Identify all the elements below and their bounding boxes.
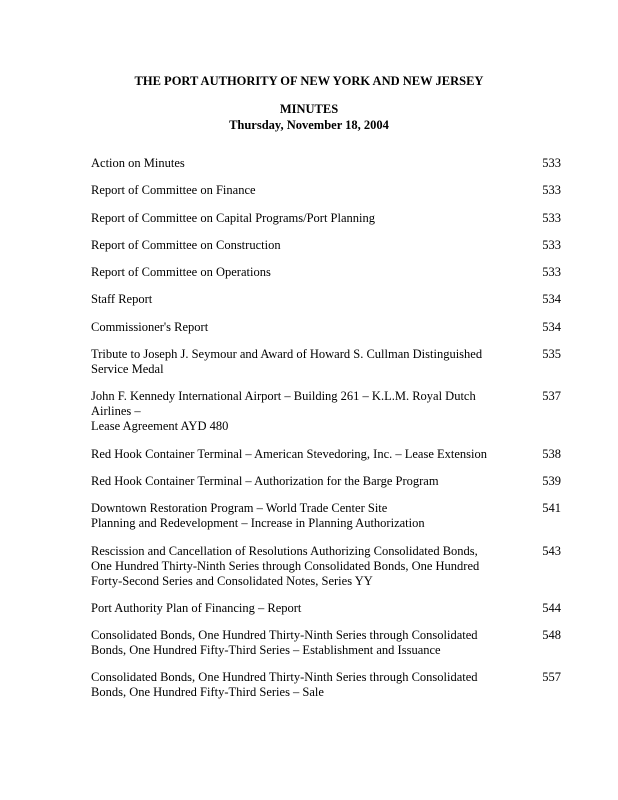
toc-item-title: Rescission and Cancellation of Resolutions Authorizing Consolidated Bonds, One Hundred Thirty-Ninth Series through Consolidated Bonds, One Hundred Forty-Second Series and Consolidated Notes, Series YY (91, 543, 480, 588)
toc-item (91, 238, 561, 253)
toc-item (91, 183, 561, 198)
toc-item-page: 533 (542, 156, 561, 170)
toc-item (91, 501, 561, 531)
toc-item (91, 320, 561, 335)
toc-item-title: Downtown Restoration Program – World Trade Center Site Planning and Redevelopment – Increase in Planning Authorization (91, 501, 425, 531)
meeting-date: Thursday, November 18, 2004 (229, 118, 389, 132)
toc-item-title: Commissioner's Report (91, 319, 209, 334)
toc-item-page: 539 (542, 473, 561, 488)
toc-item-page: 541 (542, 501, 561, 516)
document-title: MINUTES (279, 102, 339, 116)
toc-item-title: John F. Kennedy International Airport – Building 261 – K.L.M. Royal Dutch Airlines – Lease Agreement AYD 480 (91, 389, 476, 434)
toc-item (91, 474, 561, 489)
toc-item-title: Staff Report (91, 292, 153, 307)
toc-item (91, 389, 561, 434)
toc-item (91, 601, 561, 616)
toc-item-page: 543 (542, 543, 561, 558)
toc-item-page: 533 (542, 237, 561, 252)
toc-item-title: Report of Committee on Capital Programs/Port Planning (91, 210, 376, 225)
organization-heading: THE PORT AUTHORITY OF NEW YORK AND NEW JERSEY (134, 74, 484, 88)
toc-item (91, 628, 561, 658)
toc-item-title: Red Hook Container Terminal – American Stevedoring, Inc. – Lease Extension (91, 446, 488, 461)
toc-item (91, 292, 561, 307)
toc-item-page: 533 (542, 265, 561, 280)
toc-item (91, 544, 561, 589)
toc-item-page: 535 (542, 347, 561, 362)
table-of-contents (91, 156, 561, 713)
toc-item-title: Consolidated Bonds, One Hundred Thirty-Ninth Series through Consolidated Bonds, One Hundred Fifty-Third Series – Establishment and Issuance (91, 628, 478, 658)
toc-item-title: Consolidated Bonds, One Hundred Thirty-Ninth Series through Consolidated Bonds, One Hundred Fifty-Third Series – Sale (91, 670, 478, 700)
toc-item (91, 265, 561, 280)
toc-item-title: Tribute to Joseph J. Seymour and Award of Howard S. Cullman Distinguished Service Medal (91, 347, 483, 377)
toc-item-title: Report of Committee on Operations (91, 265, 271, 280)
toc-item-page: 533 (542, 210, 561, 225)
toc-item (91, 447, 561, 462)
toc-item-title: Report of Committee on Finance (91, 183, 256, 198)
toc-item-title: Report of Committee on Construction (91, 237, 281, 252)
toc-item-page: 544 (542, 600, 561, 615)
toc-item (91, 156, 561, 171)
toc-item-page: 537 (542, 389, 561, 404)
toc-item (91, 347, 561, 377)
toc-item-page: 534 (542, 319, 561, 334)
toc-item-page: 557 (542, 670, 561, 685)
toc-item-page: 538 (542, 446, 561, 461)
toc-item (91, 211, 561, 226)
toc-item-title: Red Hook Container Terminal – Authorization for the Barge Program (91, 473, 439, 488)
toc-item-title: Port Authority Plan of Financing – Report (91, 600, 302, 615)
toc-item-page: 533 (542, 183, 561, 198)
toc-item-title: Action on Minutes (91, 156, 185, 170)
toc-item-page: 548 (542, 628, 561, 643)
toc-item (91, 670, 561, 700)
toc-item-page: 534 (542, 292, 561, 307)
